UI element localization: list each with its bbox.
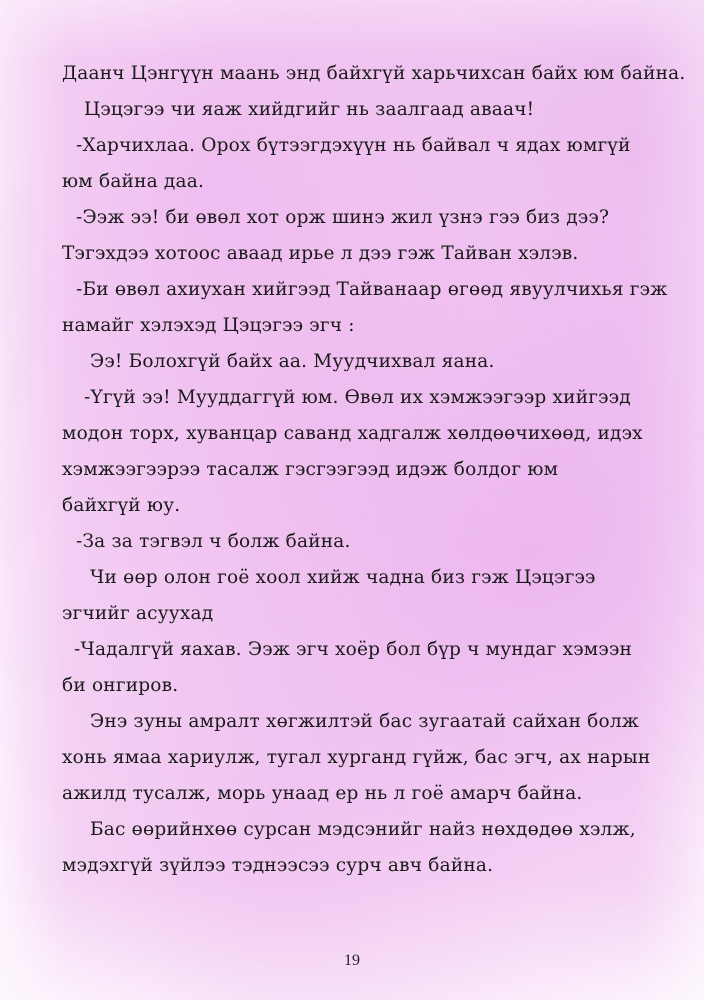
page-number: 19 — [344, 952, 360, 969]
text-line: Чи өөр олон гоё хоол хийж чадна биз гэж Цэцэгээ — [90, 567, 596, 588]
text-line: хонь ямаа хариулж, тугал хурганд гүйж, бас эгч, ах нарын — [62, 747, 651, 768]
text-line: би онгиров. — [62, 675, 179, 696]
text-line: эгчийг асуухад — [62, 603, 214, 624]
text-line: -Би өвөл ахиухан хийгээд Тайванаар өгөөд явуулчихья гэж — [76, 279, 668, 300]
text-line: байхгүй юу. — [62, 495, 181, 516]
text-line: -Харчихлаа. Орох бүтээгдэхүүн нь байвал ч ядах юмгүй — [76, 135, 631, 156]
text-line: -Үгүй ээ! Мууддаггүй юм. Өвөл их хэмжээгээр хийгээд — [84, 387, 631, 408]
text-line: юм байна даа. — [62, 171, 205, 192]
text-line: Тэгэхдээ хотоос аваад ирье л дээ гэж Тайван хэлэв. — [62, 243, 579, 264]
text-line: ажилд тусалж, морь унаад ер нь л гоё амарч байна. — [62, 783, 583, 804]
text-line: Даанч Цэнгүүн маань энд байхгүй харьчихсан байх юм байна. — [62, 63, 686, 84]
text-line: хэмжээгээрээ тасалж гэсгээгээд идэж болдог юм — [62, 459, 559, 480]
text-line: модон торх, хуванцар саванд хадгалж хөлдөөчихөөд, идэх — [62, 423, 643, 444]
text-line: мэдэхгүй зүйлээ тэднээсээ сурч авч байна. — [62, 855, 494, 876]
text-line: -Ээж ээ! би өвөл хот орж шинэ жил үзнэ гээ биз дээ? — [76, 207, 610, 228]
text-line: Бас өөрийнхөө сурсан мэдсэнийг найз нөхдөдөө хэлж, — [90, 819, 636, 840]
text-line: Ээ! Болохгүй байх аа. Муудчихвал яана. — [90, 351, 495, 372]
text-line: Цэцэгээ чи яаж хийдгийг нь заалгаад аваач! — [84, 99, 535, 120]
text-line: Энэ зуны амралт хөгжилтэй бас зугаатай сайхан болж — [90, 711, 640, 732]
text-line: -За за тэгвэл ч болж байна. — [76, 531, 351, 552]
text-line: намайг хэлэхэд Цэцэгээ эгч : — [62, 315, 355, 336]
text-line: -Чадалгүй яахав. Ээж эгч хоёр бол бүр ч мундаг хэмээн — [74, 639, 633, 660]
